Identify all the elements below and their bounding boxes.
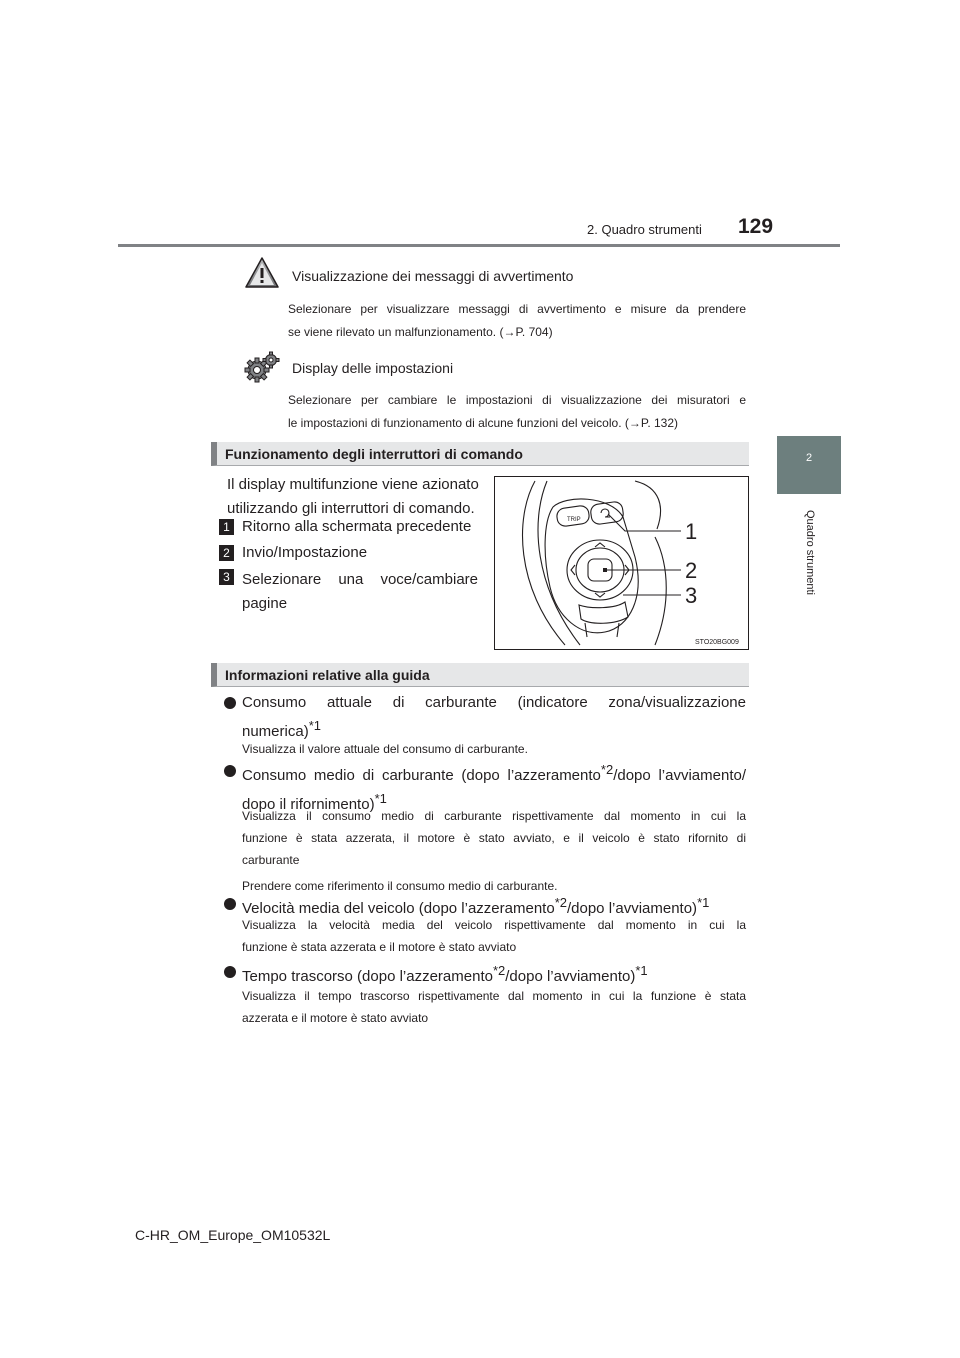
bullet-marker [224,765,236,777]
bullet-title-average-consumption: Consumo medio di carburante (dopo l’azzeramento$^{*2}$/dopo l’avviamento/ dopo il rifornimento)$^{*1}$ [242,762,747,813]
control-label-enter: Invio/Impostazione [242,544,368,561]
control-label-select: Selezionare una voce/cambiare pagine [242,571,478,612]
bullet-title-elapsed-time: Tempo trascorso (dopo l’azzeramento$^{*2}$/dopo l’avviamento)$^{*1}$ [242,963,648,985]
section-header-driving-info: Informazioni relative alla guida [211,663,749,687]
figure-callout-2: 2 [685,558,698,583]
chapter-tab-label: Quadro strumenti [804,510,816,595]
figure-callout-1: 1 [685,519,698,544]
control-label-back: Ritorno alla schermata precedente [242,518,472,535]
document-id-footer: C-HR_OM_Europe_OM10532L [135,1227,331,1243]
bullet-body-average-speed: Visualizza la velocità media del veicolo rispettivamente dal momento in cui la funzione è stata azzerata e il motore è stato avviato [242,918,746,954]
chapter-tab [777,436,841,494]
running-header-section: 2. Quadro strumenti [587,222,702,237]
callout-badge-3: 3 [219,569,234,585]
header-rule [118,244,840,247]
item-desc-warning: Selezionare per visualizzare messaggi di avvertimento e misure da prendere se viene rilevato un malfunzionamento. (→P. 704) [288,302,746,339]
section-header-control-switches: Funzionamento degli interruttori di comando [211,442,749,466]
bullet-body-elapsed-time: Visualizza il tempo trascorso rispettivamente dal momento in cui la funzione è stata azzerata e il motore è stato avviato [242,989,746,1025]
bullet-body-average-consumption: Visualizza il consumo medio di carburante rispettivamente dal momento in cui la funzione è stata azzerata, il motore è stato avviato, e il veicolo è stato rifornito di carburante Prendere come riferimento il consumo medio di carburante. [242,809,746,893]
steering-switch-figure [494,476,749,650]
callout-badge-1: 1 [219,519,234,535]
figure-code: STO20BG009 [695,639,739,646]
gears-icon [244,350,280,384]
trip-button-label: TRIP [567,517,581,523]
bullet-title-current-consumption: Consumo attuale di carburante (indicatore zona/visualizzazione numerica)$^{*1}$ [242,694,746,740]
page-number: 129 [738,215,774,238]
item-title-warning: Visualizzazione dei messaggi di avvertimento [292,268,574,284]
bullet-body-current-consumption: Visualizza il valore attuale del consumo di carburante. [242,742,528,756]
figure-callout-3: 3 [685,583,698,608]
bullet-marker [224,898,236,910]
warning-triangle-icon [244,256,280,290]
chapter-tab-number: 2 [805,452,813,464]
item-title-settings: Display delle impostazioni [292,360,454,376]
bullet-title-average-speed: Velocità media del veicolo (dopo l’azzeramento$^{*2}$/dopo l’avviamento)$^{*1}$ [242,895,710,917]
section1-intro: Il display multifunzione viene azionato utilizzando gli interruttori di comando. [227,476,479,517]
callout-badge-2: 2 [219,545,234,561]
bullet-marker [224,697,236,709]
item-desc-settings: Selezionare per cambiare le impostazioni di visualizzazione dei misuratori e le impostazioni di funzionamento di alcune funzioni del veicolo. (→P. 132) [288,393,746,430]
bullet-marker [224,966,236,978]
